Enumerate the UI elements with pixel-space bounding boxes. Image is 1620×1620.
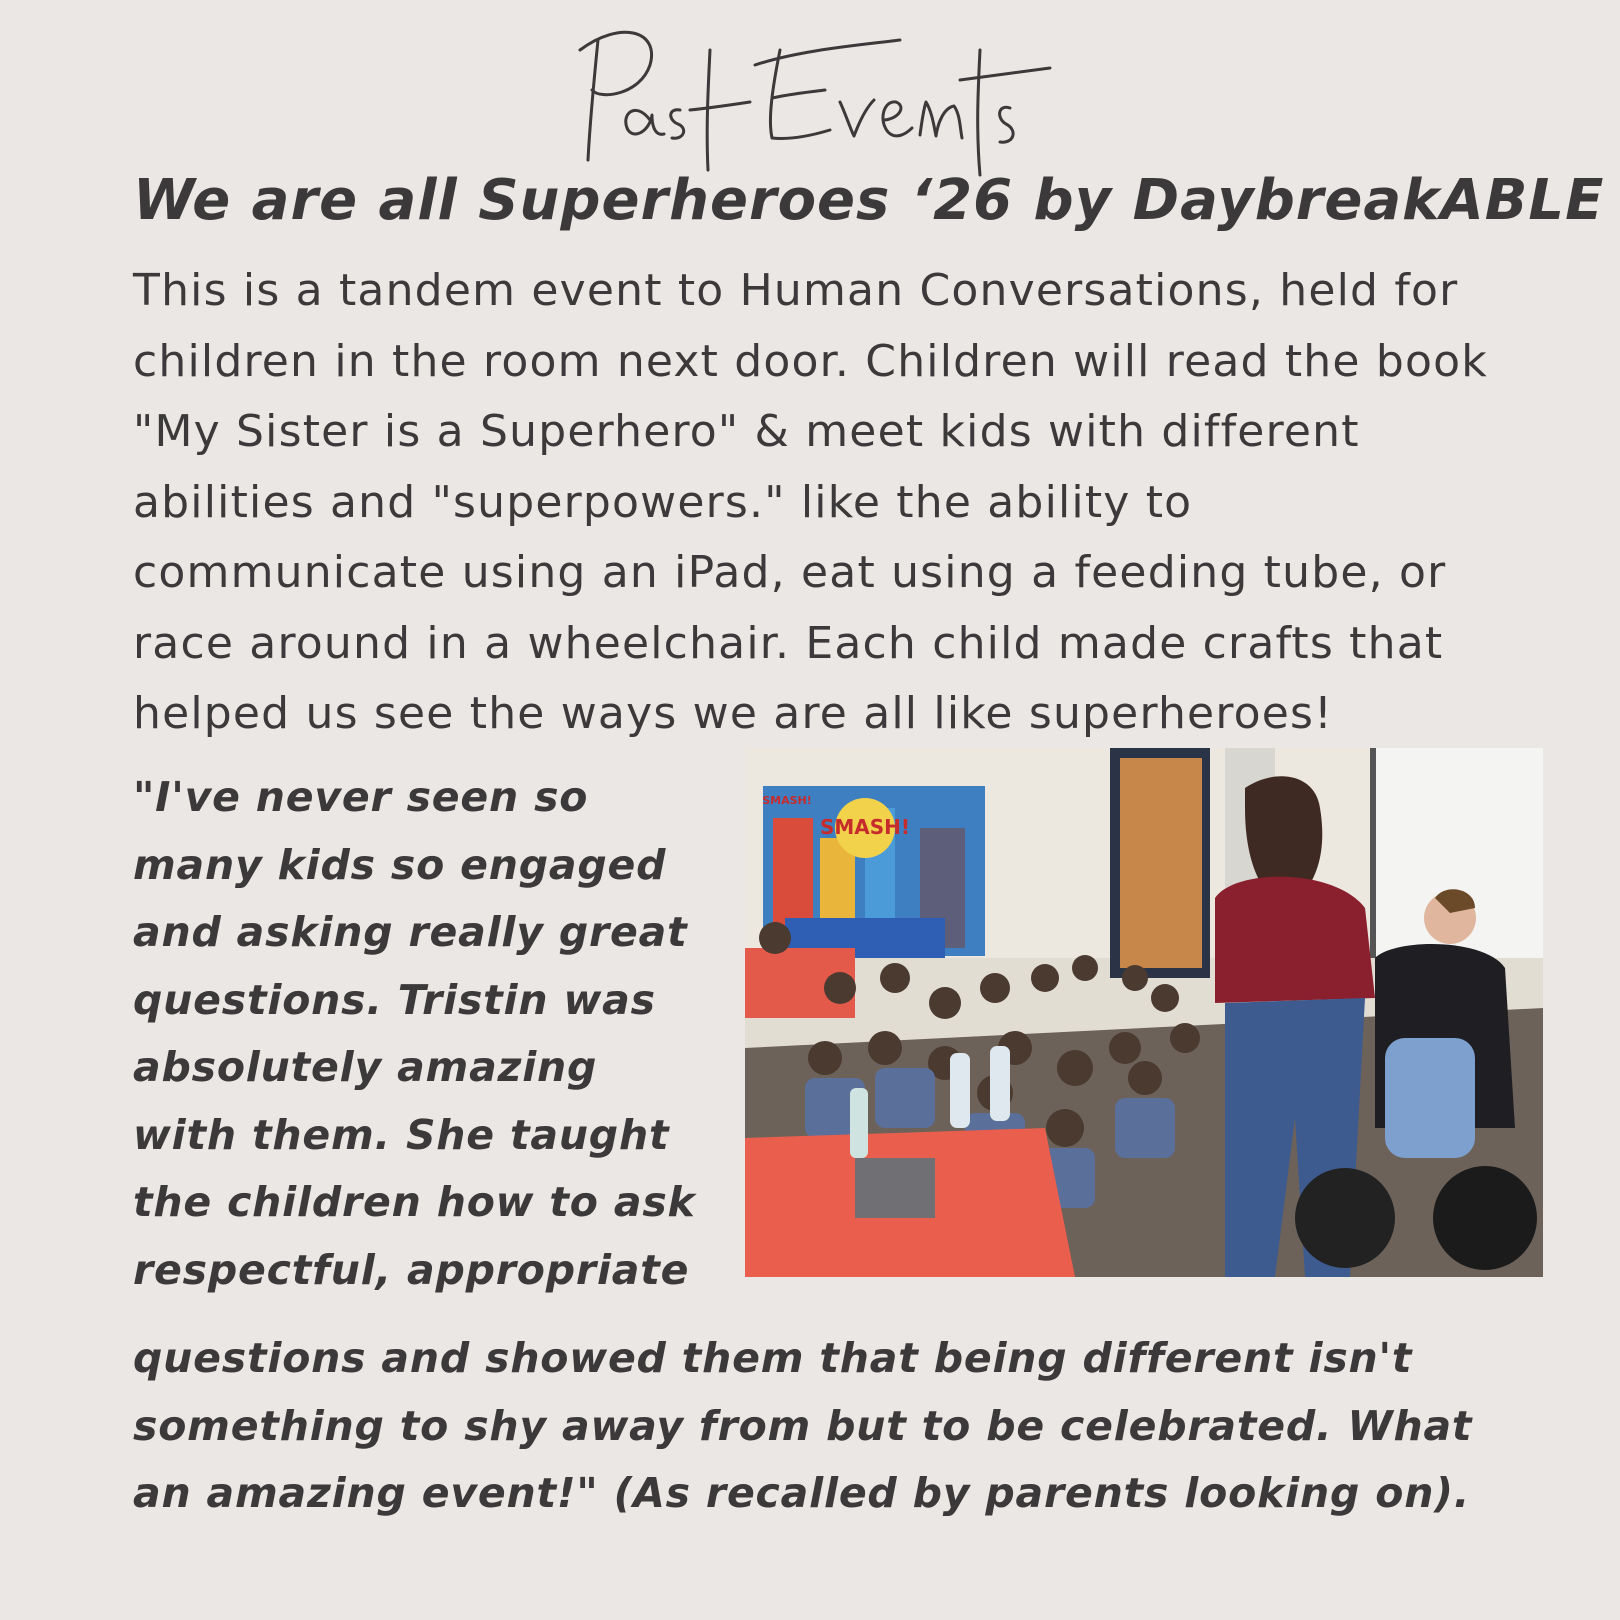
quote-line: and asking really great xyxy=(133,908,688,956)
quote-line: with them. She taught xyxy=(133,1110,670,1159)
description-line: communicate using an iPad, eat using a feeding tube, or xyxy=(133,547,1447,598)
description-line: helped us see the ways we are all like superheroes! xyxy=(133,688,1334,739)
script-title-lettering xyxy=(540,10,1060,180)
quote-line: respectful, appropriate xyxy=(133,1245,690,1294)
classroom-photo-illustration xyxy=(745,748,1543,1277)
banner-smash-text: SMASH! xyxy=(819,815,911,839)
page-script-title xyxy=(540,10,1060,180)
quote-line: "I've never seen so xyxy=(133,773,589,821)
parent-quote-top xyxy=(133,764,733,1304)
banner-smash-small-text: SMASH! xyxy=(762,794,812,807)
quote-line: absolutely amazing xyxy=(133,1043,598,1091)
description-line: children in the room next door. Children will read the book xyxy=(133,335,1488,387)
event-photo xyxy=(745,748,1543,1277)
event-title: We are all Superheroes ‘26 by DaybreakABLE xyxy=(133,168,1605,233)
description-line: race around in a wheelchair. Each child made crafts that xyxy=(133,617,1444,669)
quote-line: questions. Tristin was xyxy=(133,975,656,1024)
description-line: "My Sister is a Superhero" & meet kids with different xyxy=(133,406,1360,457)
event-description xyxy=(133,256,1533,750)
quote-line: the children how to ask xyxy=(133,1178,696,1226)
quote-line: something to shy away from but to be celebrated. What xyxy=(133,1401,1473,1450)
quote-line: questions and showed them that being different isn't xyxy=(133,1334,1413,1382)
quote-line: many kids so engaged xyxy=(133,840,667,889)
quote-line: an amazing event!" (As recalled by parents looking on). xyxy=(133,1469,1471,1517)
description-line: This is a tandem event to Human Conversations, held for xyxy=(133,265,1459,316)
parent-quote-bottom xyxy=(133,1325,1573,1528)
description-line: abilities and "superpowers." like the ability to xyxy=(133,476,1193,528)
